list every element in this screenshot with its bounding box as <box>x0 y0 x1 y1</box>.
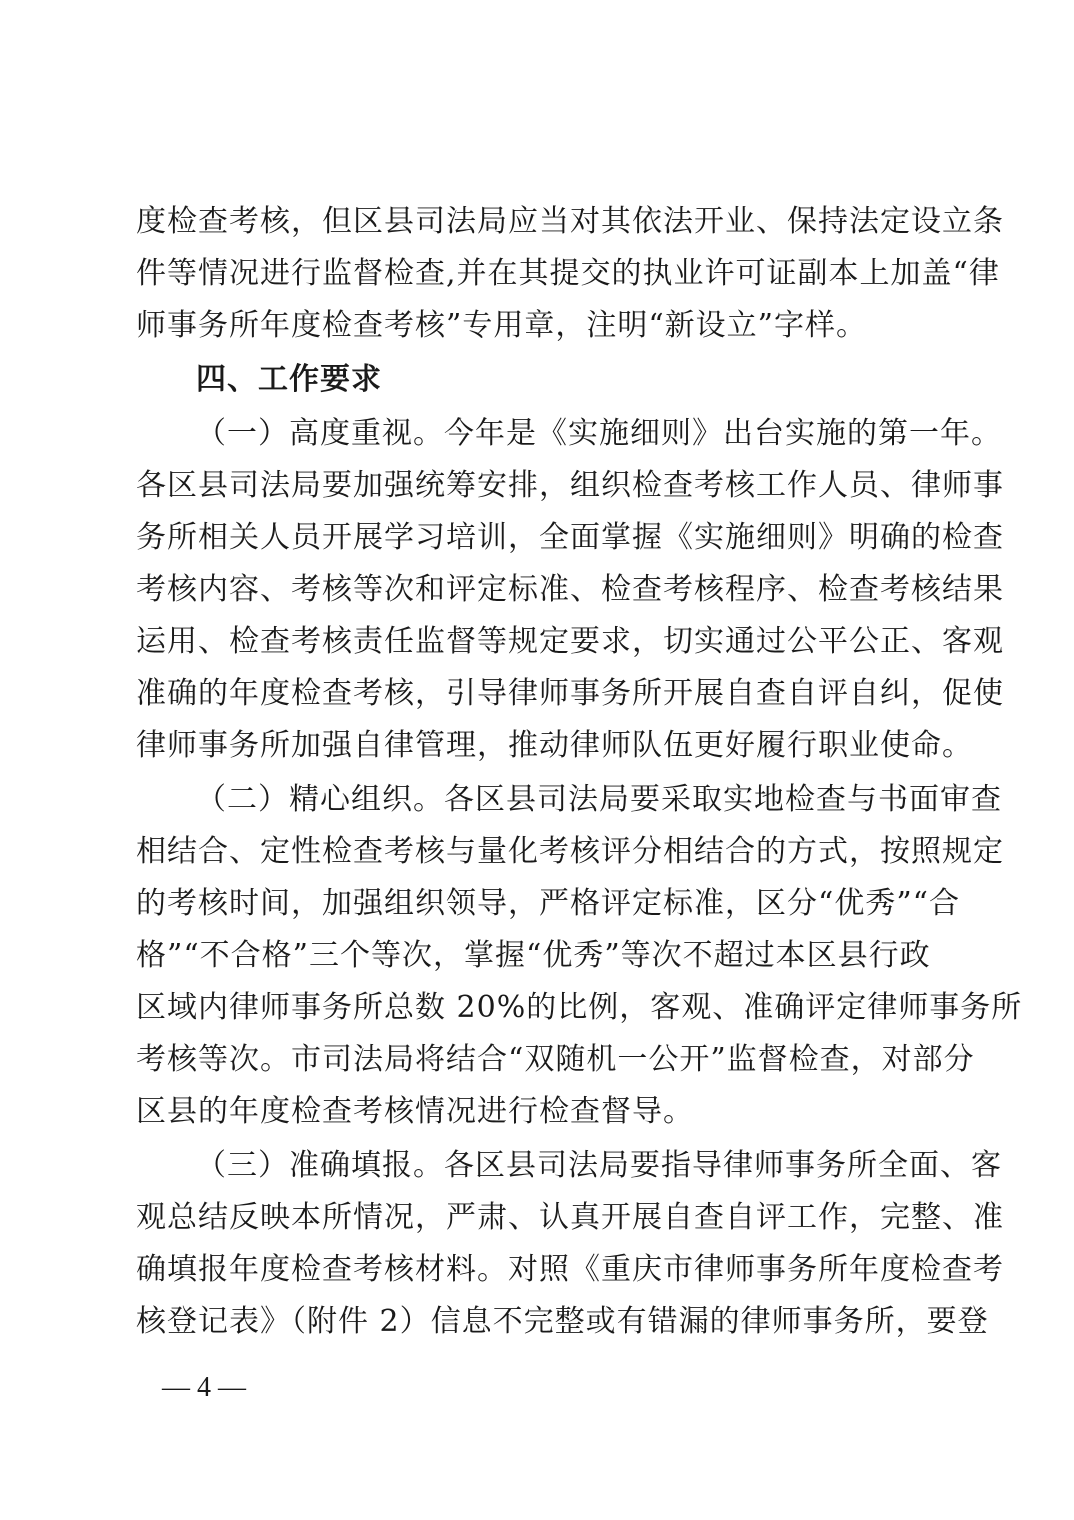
item-lead: （一）高度重视。 <box>196 416 444 451</box>
body-line: 考核等次。市司法局将结合“双随机一公开”监督检查，对部分 <box>136 1042 975 1077</box>
body-line: 格”“不合格”三个等次，掌握“优秀”等次不超过本区县行政 <box>136 938 931 973</box>
body-line: 运用、检查考核责任监督等规定要求，切实通过公平公正、客观 <box>136 624 1004 659</box>
body-line: 各区县司法局要加强统筹安排，组织检查考核工作人员、律师事 <box>136 468 1004 503</box>
body-line: 考核内容、考核等次和评定标准、检查考核程序、检查考核结果 <box>136 572 1004 607</box>
paragraph-first-line <box>196 406 1002 462</box>
body-line: 的考核时间，加强组织领导，严格评定标准，区分“优秀”“合 <box>136 886 961 921</box>
body-line: 准确的年度检查考核，引导律师事务所开展自查自评自纠，促使 <box>136 676 1004 711</box>
body-line: 区域内律师事务所总数 20%的比例，客观、准确评定律师事务所 <box>136 990 1023 1025</box>
body-line: 师事务所年度检查考核”专用章，注明“新设立”字样。 <box>136 308 868 343</box>
body-line: 度检查考核，但区县司法局应当对其依法开业、保持法定设立条 <box>136 204 1004 239</box>
body-line: 核登记表》（附件 2）信息不完整或有错漏的律师事务所，要登 <box>136 1304 989 1339</box>
item-lead: （二）精心组织。 <box>196 782 444 817</box>
item-text: 各区县司法局要采取实地检查与书面审查 <box>444 782 1002 817</box>
body-line: 务所相关人员开展学习培训，全面掌握《实施细则》明确的检查 <box>136 520 1004 555</box>
body-line: 区县的年度检查考核情况进行检查督导。 <box>136 1094 694 1129</box>
page-number: — 4 — <box>162 1372 246 1403</box>
body-line: 律师事务所加强自律管理，推动律师队伍更好履行职业使命。 <box>136 728 973 763</box>
paragraph-first-line <box>196 772 1002 828</box>
item-text: 各区县司法局要指导律师事务所全面、客 <box>444 1148 1002 1183</box>
item-lead: （三）准确填报。 <box>196 1148 444 1183</box>
body-line: 确填报年度检查考核材料。对照《重庆市律师事务所年度检查考 <box>136 1252 1004 1287</box>
paragraph-first-line <box>196 1138 1002 1194</box>
section-heading: 四、工作要求 <box>196 362 382 397</box>
body-line: 件等情况进行监督检查,并在其提交的执业许可证副本上加盖“律 <box>136 256 1000 291</box>
item-text: 今年是《实施细则》出台实施的第一年。 <box>444 416 1002 451</box>
body-line: 观总结反映本所情况，严肃、认真开展自查自评工作，完整、准 <box>136 1200 1004 1235</box>
body-line: 相结合、定性检查考核与量化考核评分相结合的方式，按照规定 <box>136 834 1004 869</box>
